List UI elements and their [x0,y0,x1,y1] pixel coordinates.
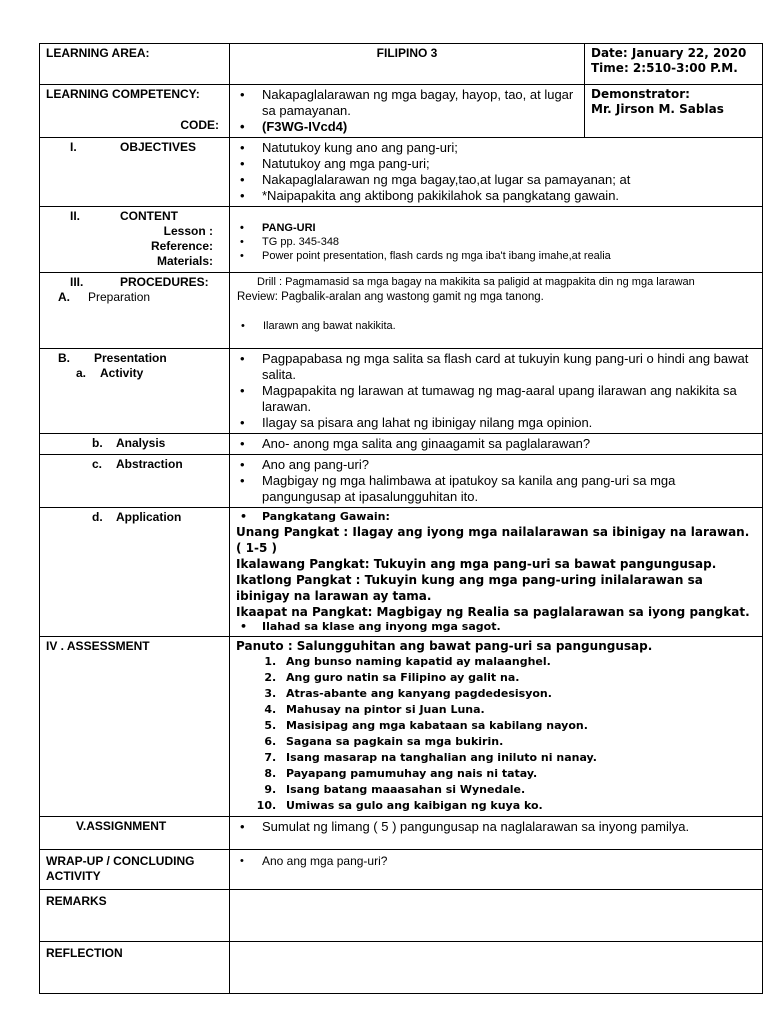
abstraction-item: • Magbigay ng mga halimbawa at ipatukoy sa kanila ang pang-uri sa mga pangungusap at ipasalungguhitan ito. [262,473,756,505]
assignment-content [230,817,763,850]
prep-bullet: • Ilarawn ang bawat nakikita. [263,319,756,333]
analysis-content [230,434,763,455]
abstraction-item: • Ano ang pang-uri? [262,457,756,473]
lesson-value: • PANG-URI [262,221,756,235]
assessment-item: 6. Sagana sa pagkain sa mga bukirin. [280,734,756,750]
analysis-label-cell [40,434,230,455]
wrapup-item: • Ano ang mga pang-uri? [262,854,756,868]
assignment-item: • Sumulat ng limang ( 5 ) pangungusap na naglalarawan sa inyong pamilya. [262,819,756,835]
subject-title: FILIPINO 3 [230,44,585,85]
learning-area-label: LEARNING AREA: [40,44,230,85]
pres-label: Presentation [94,351,167,365]
assessment-list [236,654,756,814]
pres-letter: B. [58,351,70,365]
procedures-label: PROCEDURES: [120,275,209,289]
abstraction-label: Abstraction [116,457,183,471]
assessment-label: IV . ASSESSMENT [40,637,230,817]
application-letter: d. [92,510,103,524]
group-1: Unang Pangkat : Ilagay ang iyong mga nailalarawan sa ibinigay na larawan. ( 1-5 ) [236,525,750,555]
code-label: CODE: [180,118,219,132]
competency-label: LEARNING COMPETENCY: [46,87,200,101]
lesson-label: Lesson : [163,224,213,238]
reference-value: • TG pp. 345-348 [262,235,756,249]
assessment-item: 4. Mahusay na pintor si Juan Luna. [280,702,756,718]
presentation-label-cell [40,349,230,434]
objectives-content [230,138,763,207]
time-text: Time: 2:510-3:00 P.M. [591,61,738,75]
group-3: Ikatlong Pangkat : Tukuyin kung ang mga pang-uring inilalarawan sa ibinigay na larawan ay tama. [236,573,703,603]
demonstrator-name: Mr. Jirson M. Sablas [591,102,724,116]
competency-code: • (F3WG-IVcd4) [262,119,578,135]
assessment-instruction: Panuto : Salungguhitan ang bawat pang-uri sa pangungusap. [236,639,653,653]
activity-label: Activity [100,366,144,380]
assessment-item: 3. Atras-abante ang kanyang pagdedesisyon. [280,686,756,702]
review-text: Review: Pagbalik-aralan ang wastong gamit ng mga tanong. [237,291,544,303]
group-4: Ikaapat na Pangkat: Magbigay ng Realia sa paglalarawan sa iyong pangkat. [236,605,750,619]
reflection-label: REFLECTION [40,942,230,994]
analysis-item: • Ano- anong mga salita ang ginaagamit sa paglalarawan? [262,436,756,452]
date-time [585,44,763,85]
objective-item: • Nakapaglalarawan ng mga bagay,tao,at lugar sa pamayanan; at [262,172,756,188]
wrapup-label: WRAP-UP / CONCLUDING ACTIVITY [40,850,230,890]
assessment-item: 5. Masisipag ang mga kabataan sa kabilang nayon. [280,718,756,734]
content-label: CONTENT [120,209,178,223]
assessment-item: 7. Isang masarap na tanghalian ang iniluto ni nanay. [280,750,756,766]
assignment-label: V.ASSIGNMENT [40,817,230,850]
drill-text: Drill : Pagmamasid sa mga bagay na makikita sa paligid at magpakita din ng mga larawan [257,276,695,288]
abstraction-label-cell [40,455,230,508]
assessment-content [230,637,763,817]
objective-item: • Natutukoy ang mga pang-uri; [262,156,756,172]
assessment-item: 1. Ang bunso naming kapatid ay malaanghel. [280,654,756,670]
activity-letter: a. [76,366,87,380]
assessment-item: 10. Umiwas sa gulo ang kaibigan ng kuya ko. [280,798,756,814]
assessment-item: 8. Payapang pamumuhay ang nais ni tatay. [280,766,756,782]
application-head: • Pangkatang Gawain: [262,510,756,524]
date-text: Date: January 22, 2020 [591,46,747,60]
application-content [230,508,763,637]
reflection-content [230,942,763,994]
procedures-num: III. [70,275,84,289]
objective-item: • *Naipapakita ang aktibong pakikilahok sa pangkatang gawain. [262,188,756,204]
remarks-label: REMARKS [40,890,230,942]
materials-label: Materials: [156,254,213,268]
remarks-content [230,890,763,942]
activity-item: • Pagpapabasa ng mga salita sa flash card at tukuyin kung pang-uri o hindi ang bawat salita. [262,351,756,383]
competency-cell [40,85,230,138]
activity-item: • Ilagay sa pisara ang lahat ng ibinigay nilang mga opinion. [262,415,756,431]
application-bullet: • Ilahad sa klase ang inyong mga sagot. [262,620,756,634]
analysis-letter: b. [92,436,103,450]
prep-label: Preparation [88,290,151,304]
demonstrator-label: Demonstrator: [591,87,690,101]
content-values [230,207,763,273]
wrapup-content [230,850,763,890]
objectives-label-cell [40,138,230,207]
analysis-label: Analysis [116,436,166,450]
content-num: II. [70,209,81,223]
procedures-label-cell [40,273,230,349]
lesson-plan-table [39,43,763,994]
application-label: Application [116,510,182,524]
content-label-cell [40,207,230,273]
objective-item: • Natutukoy kung ano ang pang-uri; [262,140,756,156]
application-label-cell [40,508,230,637]
objectives-num: I. [70,140,77,154]
materials-value: • Power point presentation, flash cards ng mga iba't ibang imahe,at realia [262,249,756,263]
assessment-item: 9. Isang batang maaasahan si Wynedale. [280,782,756,798]
assessment-item: 2. Ang guro natin sa Filipino ay galit na. [280,670,756,686]
activity-item: • Magpapakita ng larawan at tumawag ng mag-aaral upang ilarawan ang nakikita sa larawan. [262,383,756,415]
abstraction-letter: c. [92,457,103,471]
group-2: Ikalawang Pangkat: Tukuyin ang mga pang-uri sa bawat pangungusap. [236,557,717,571]
objectives-label: OBJECTIVES [120,140,197,154]
lesson-plan-page [39,43,762,978]
prep-letter: A. [58,290,70,304]
competency-text: • Nakapaglalarawan ng mga bagay, hayop, tao, at lugar sa pamayanan. [262,87,578,119]
preparation-content [230,273,763,349]
competency-content [230,85,585,138]
objectives-list [236,140,756,204]
abstraction-content [230,455,763,508]
reference-label: Reference: [150,239,213,253]
activity-content [230,349,763,434]
demonstrator-cell [585,85,763,138]
